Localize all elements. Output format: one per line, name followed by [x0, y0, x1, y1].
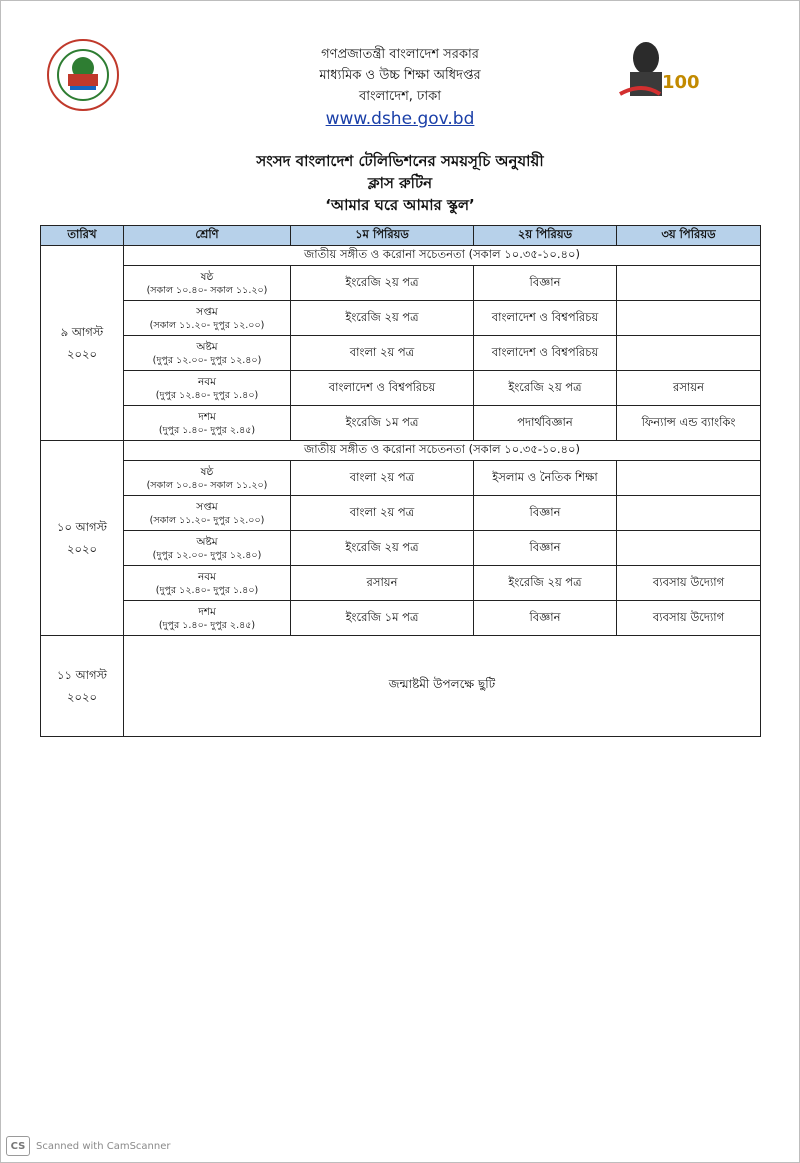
period-3-cell: ব্যবসায় উদ্যোগ	[617, 601, 761, 636]
period-2-cell: বিজ্ঞান	[474, 266, 617, 301]
year-label: ২০২০	[67, 690, 97, 704]
period-1-cell: ইংরেজি ২য় পত্র	[291, 531, 474, 566]
class-name: ষষ্ঠ	[200, 270, 214, 283]
header	[0, 44, 800, 131]
class-name: নবম	[198, 375, 216, 388]
table-row	[41, 336, 761, 371]
class-cell	[124, 461, 291, 496]
period-1-cell: বাংলা ২য় পত্র	[291, 336, 474, 371]
period-2-cell: পদার্থবিজ্ঞান	[474, 406, 617, 441]
date-cell	[41, 246, 124, 441]
website-link[interactable]: www.dshe.gov.bd	[325, 109, 475, 129]
camscanner-logo-icon: CS	[6, 1136, 30, 1156]
class-cell	[124, 566, 291, 601]
table-row	[41, 531, 761, 566]
table-row	[41, 496, 761, 531]
class-cell	[124, 301, 291, 336]
class-cell	[124, 406, 291, 441]
header-period-2: ২য় পিরিয়ড	[474, 226, 617, 246]
anthem-row	[41, 441, 761, 461]
period-1-cell: ইংরেজি ১ম পত্র	[291, 601, 474, 636]
period-1-cell: ইংরেজি ১ম পত্র	[291, 406, 474, 441]
period-2-cell: ইসলাম ও নৈতিক শিক্ষা	[474, 461, 617, 496]
period-2-cell: বাংলাদেশ ও বিশ্বপরিচয়	[474, 336, 617, 371]
period-2-cell: ইংরেজি ২য় পত্র	[474, 566, 617, 601]
government-line: গণপ্রজাতন্ত্রী বাংলাদেশ সরকার	[321, 47, 479, 62]
anthem-text: জাতীয় সঙ্গীত ও করোনা সচেতনতা (সকাল ১০.৩৫-১০.৪০)	[124, 441, 761, 461]
table-row	[41, 406, 761, 441]
class-name: অষ্টম	[196, 535, 218, 548]
class-time: (সকাল ১১.২০- দুপুর ১২.০০)	[149, 514, 265, 526]
period-3-cell: ব্যবসায় উদ্যোগ	[617, 566, 761, 601]
title-line-1: সংসদ বাংলাদেশ টেলিভিশনের সময়সূচি অনুযায়ী	[256, 152, 544, 170]
header-class: শ্রেণি	[124, 226, 291, 246]
class-name: সপ্তম	[196, 500, 218, 513]
directorate-line: মাধ্যমিক ও উচ্চ শিক্ষা অধিদপ্তর	[319, 68, 481, 83]
year-label: ২০২০	[67, 542, 97, 556]
period-2-cell: বিজ্ঞান	[474, 496, 617, 531]
class-cell	[124, 601, 291, 636]
class-time: (দুপুর ১২.০০- দুপুর ১২.৪০)	[152, 549, 262, 561]
title-line-3: ‘আমার ঘরে আমার স্কুল’	[325, 196, 475, 214]
title-block	[0, 150, 800, 216]
class-name: অষ্টম	[196, 340, 218, 353]
class-cell	[124, 371, 291, 406]
period-3-cell	[617, 266, 761, 301]
location-line: বাংলাদেশ, ঢাকা	[358, 89, 442, 104]
anthem-row	[41, 246, 761, 266]
table-row	[41, 566, 761, 601]
class-cell	[124, 266, 291, 301]
title-line-2: ক্লাস রুটিন	[367, 174, 433, 192]
period-3-cell: ফিন্যান্স এন্ড ব্যাংকিং	[617, 406, 761, 441]
scanner-watermark	[6, 1136, 171, 1156]
period-1-cell: বাংলাদেশ ও বিশ্বপরিচয়	[291, 371, 474, 406]
class-time: (সকাল ১০.৪০- সকাল ১১.২০)	[146, 284, 268, 296]
year-label: ২০২০	[67, 347, 97, 361]
table-row	[41, 301, 761, 336]
period-3-cell: রসায়ন	[617, 371, 761, 406]
class-time: (দুপুর ১২.৪০- দুপুর ১.৪০)	[155, 584, 259, 596]
class-name: দশম	[198, 605, 216, 618]
period-3-cell	[617, 496, 761, 531]
class-name: সপ্তম	[196, 305, 218, 318]
table-row	[41, 371, 761, 406]
holiday-row	[41, 636, 761, 737]
table-row	[41, 266, 761, 301]
class-name: নবম	[198, 570, 216, 583]
class-name: দশম	[198, 410, 216, 423]
date-label: ১১ আগস্ট	[57, 668, 107, 682]
svg-text:100: 100	[662, 72, 700, 93]
period-2-cell: বাংলাদেশ ও বিশ্বপরিচয়	[474, 301, 617, 336]
class-time: (দুপুর ১.৪০- দুপুর ২.৪৫)	[158, 424, 256, 436]
period-1-cell: রসায়ন	[291, 566, 474, 601]
header-period-1: ১ম পিরিয়ড	[291, 226, 474, 246]
class-time: (সকাল ১১.২০- দুপুর ১২.০০)	[149, 319, 265, 331]
table-row	[41, 461, 761, 496]
header-date: তারিখ	[41, 226, 124, 246]
period-1-cell: ইংরেজি ২য় পত্র	[291, 266, 474, 301]
period-2-cell: ইংরেজি ২য় পত্র	[474, 371, 617, 406]
class-cell	[124, 531, 291, 566]
table-header-row	[41, 226, 761, 246]
period-3-cell	[617, 336, 761, 371]
date-label: ৯ আগস্ট	[60, 325, 104, 339]
class-time: (সকাল ১০.৪০- সকাল ১১.২০)	[146, 479, 268, 491]
scanner-text: Scanned with CamScanner	[36, 1140, 171, 1152]
class-cell	[124, 496, 291, 531]
class-time: (দুপুর ১.৪০- দুপুর ২.৪৫)	[158, 619, 256, 631]
class-time: (দুপুর ১২.৪০- দুপুর ১.৪০)	[155, 389, 259, 401]
holiday-message: জন্মাষ্টমী উপলক্ষে ছুটি	[124, 636, 761, 737]
period-1-cell: বাংলা ২য় পত্র	[291, 496, 474, 531]
anthem-text: জাতীয় সঙ্গীত ও করোনা সচেতনতা (সকাল ১০.৩৫-১০.৪০)	[124, 246, 761, 266]
period-1-cell: বাংলা ২য় পত্র	[291, 461, 474, 496]
date-cell	[41, 441, 124, 636]
class-routine-table	[40, 225, 761, 737]
period-3-cell	[617, 301, 761, 336]
date-label: ১০ আগস্ট	[57, 520, 107, 534]
period-3-cell	[617, 461, 761, 496]
period-3-cell	[617, 531, 761, 566]
date-cell	[41, 636, 124, 737]
period-1-cell: ইংরেজি ২য় পত্র	[291, 301, 474, 336]
period-2-cell: বিজ্ঞান	[474, 531, 617, 566]
period-2-cell: বিজ্ঞান	[474, 601, 617, 636]
header-period-3: ৩য় পিরিয়ড	[617, 226, 761, 246]
class-time: (দুপুর ১২.০০- দুপুর ১২.৪০)	[152, 354, 262, 366]
class-name: ষষ্ঠ	[200, 465, 214, 478]
table-row	[41, 601, 761, 636]
class-cell	[124, 336, 291, 371]
